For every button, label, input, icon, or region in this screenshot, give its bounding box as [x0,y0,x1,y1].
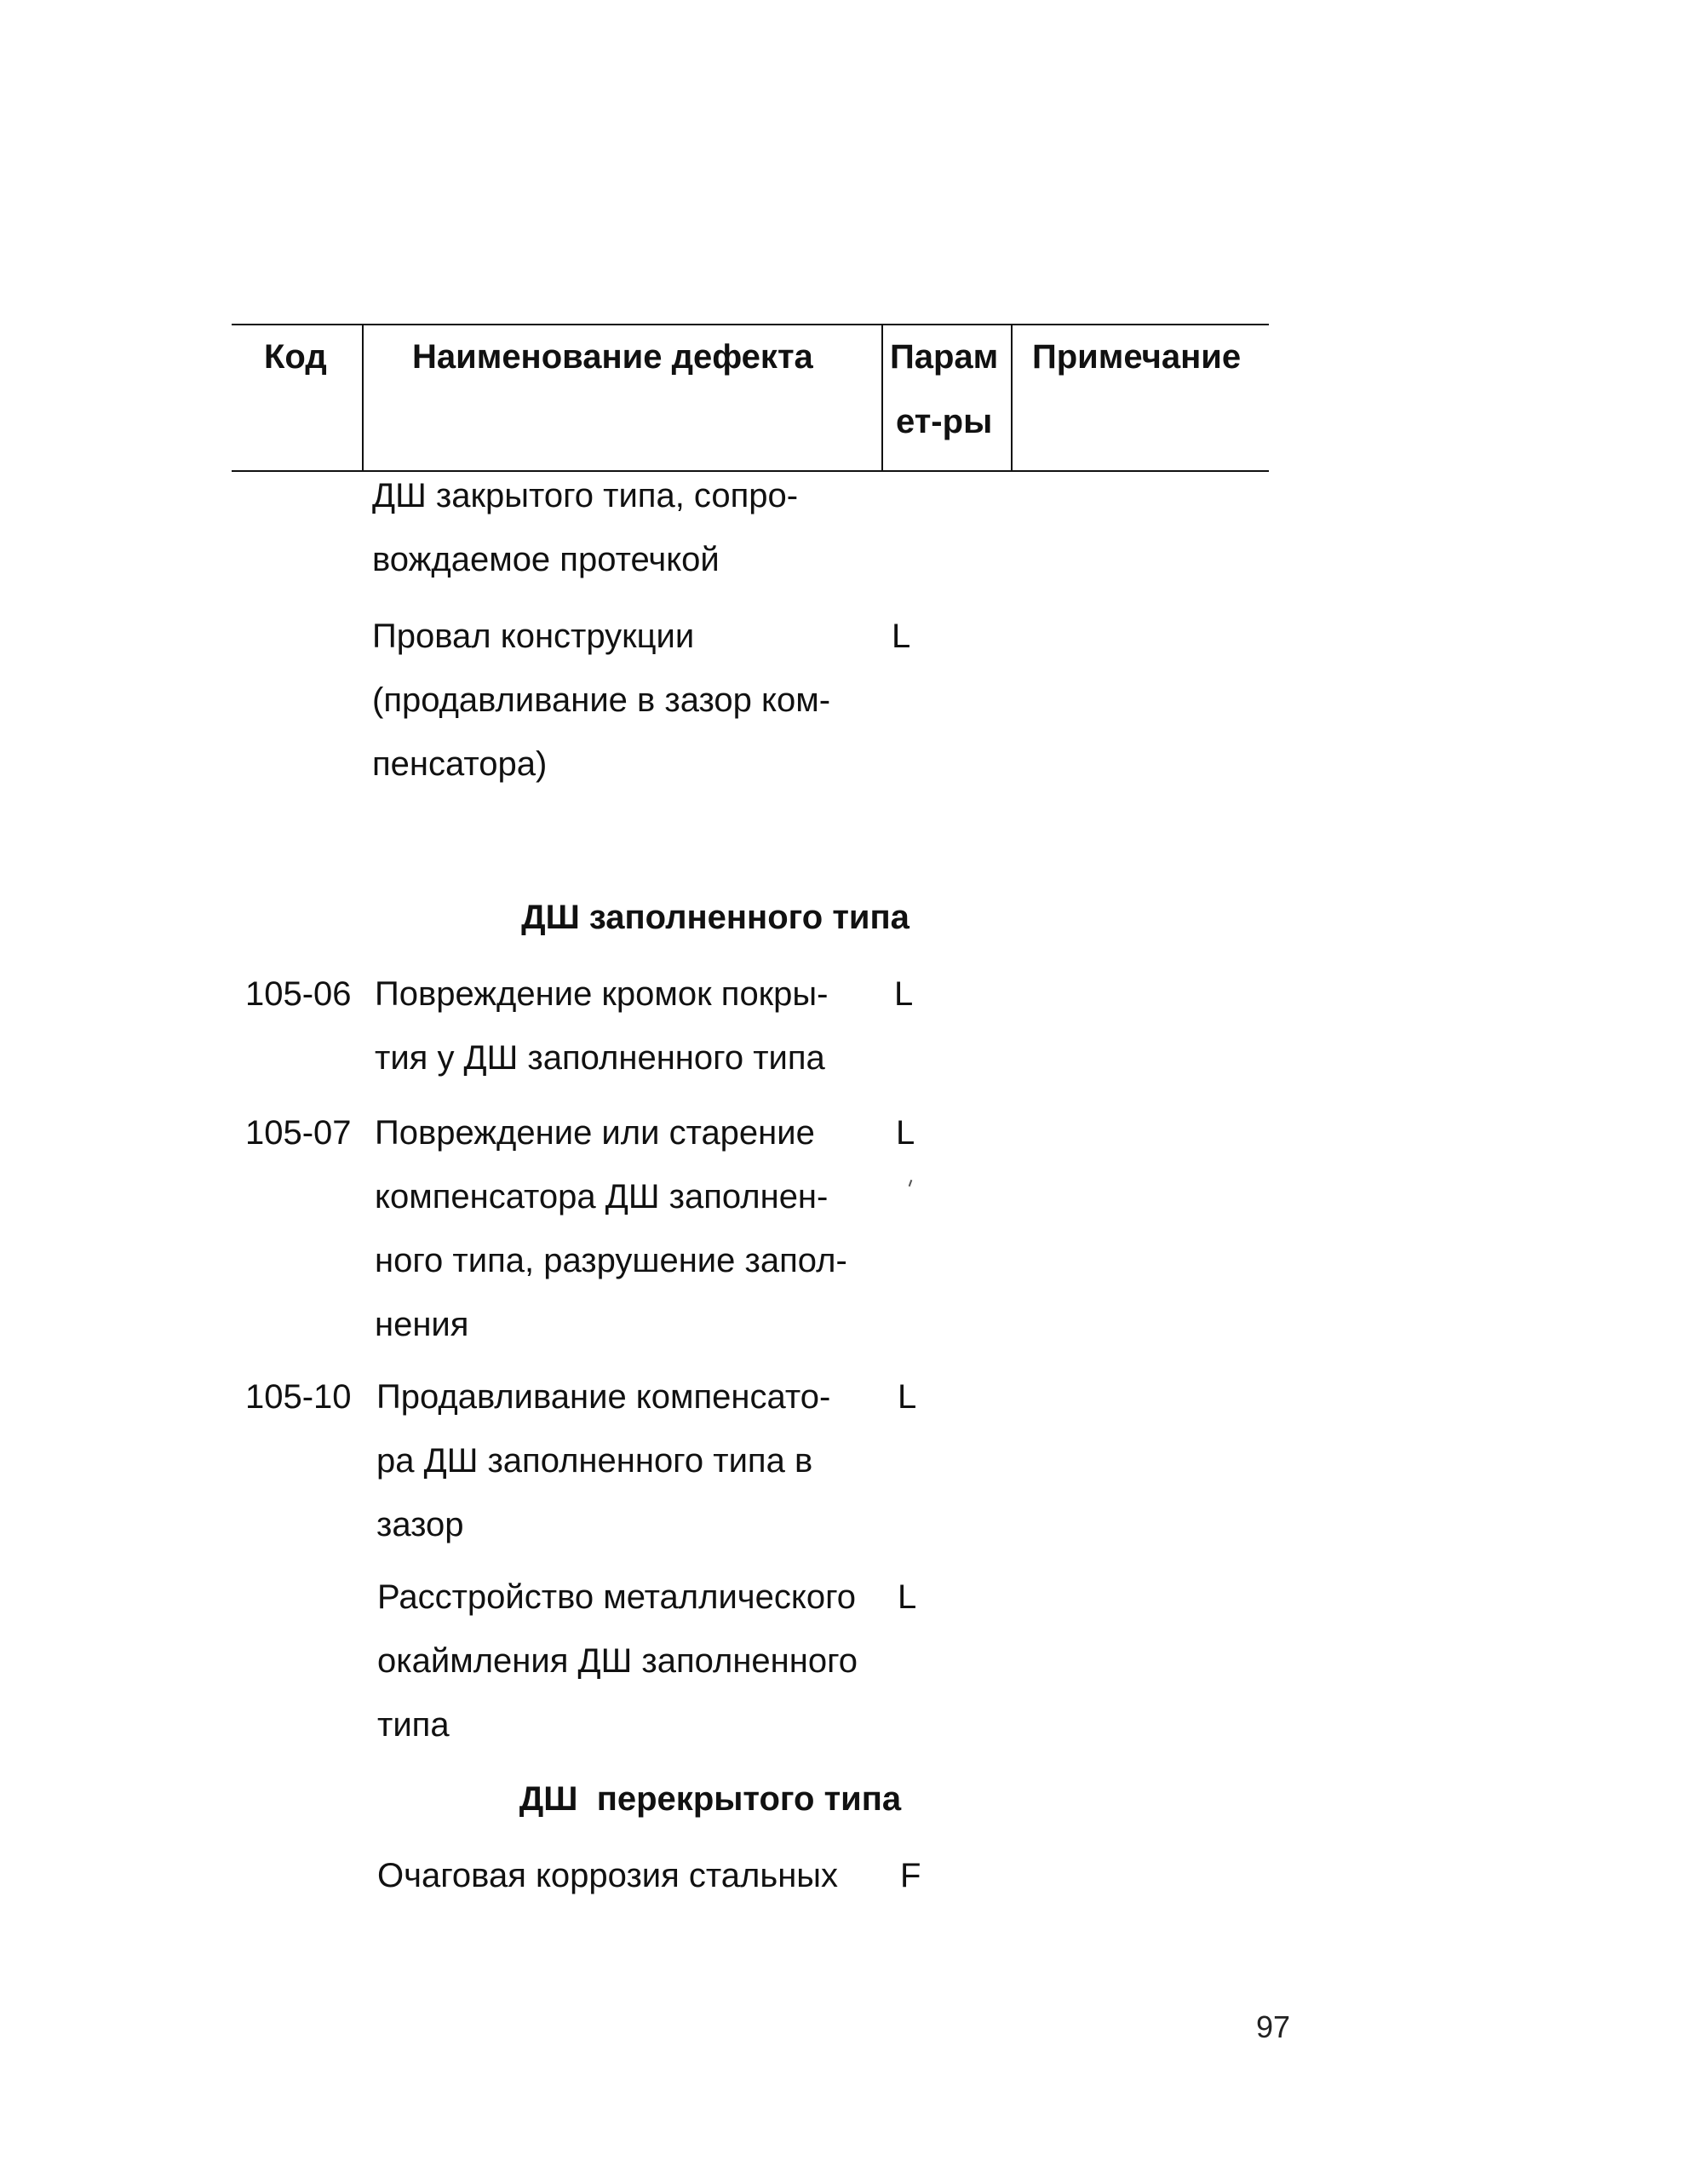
row-param: L [896,1114,915,1152]
row-param: L [898,1578,917,1616]
header-params-line2: ет-ры [896,403,993,440]
row-param: L [892,618,911,655]
row-defect-name: Провал конструкции (продавливание в зазор ком- пенсатора) [372,618,831,783]
row-param: L [894,975,914,1013]
row-defect-name: Повреждение или старение компенсатора ДШ заполнен- ного типа, разрушение запол- нения [375,1114,847,1343]
row-defect-name: ДШ закрытого типа, сопро- вождаемое протечкой [372,477,799,578]
header-code: Код [264,338,327,376]
row-defect-name: Расстройство металлического окаймления ДШ заполненного типа [377,1578,858,1744]
scan-speck [909,1180,913,1187]
row-code: 105-07 [245,1114,352,1152]
section-heading-filled: ДШ заполненного типа [521,899,909,936]
row-defect-name: Повреждение кромок покры- тия у ДШ заполненного типа [375,975,829,1077]
header-divider-3 [1011,325,1013,470]
row-code: 105-06 [245,975,352,1013]
row-defect-name: Продавливание компенсато- ра ДШ заполненного типа в зазор [376,1378,831,1543]
section-heading-overlap: ДШ перекрытого типа [519,1780,902,1818]
row-param: L [898,1378,917,1416]
header-divider-2 [881,325,883,470]
page-number: 97 [1256,2009,1291,2044]
header-note: Примечание [1032,338,1242,376]
header-divider-1 [362,325,364,470]
header-defect-name: Наименование дефекта [412,338,813,376]
row-param: F [900,1857,921,1894]
row-code: 105-10 [245,1378,352,1416]
row-defect-name: Очаговая коррозия стальных [377,1857,839,1894]
header-params-line1: Парам [890,338,999,376]
